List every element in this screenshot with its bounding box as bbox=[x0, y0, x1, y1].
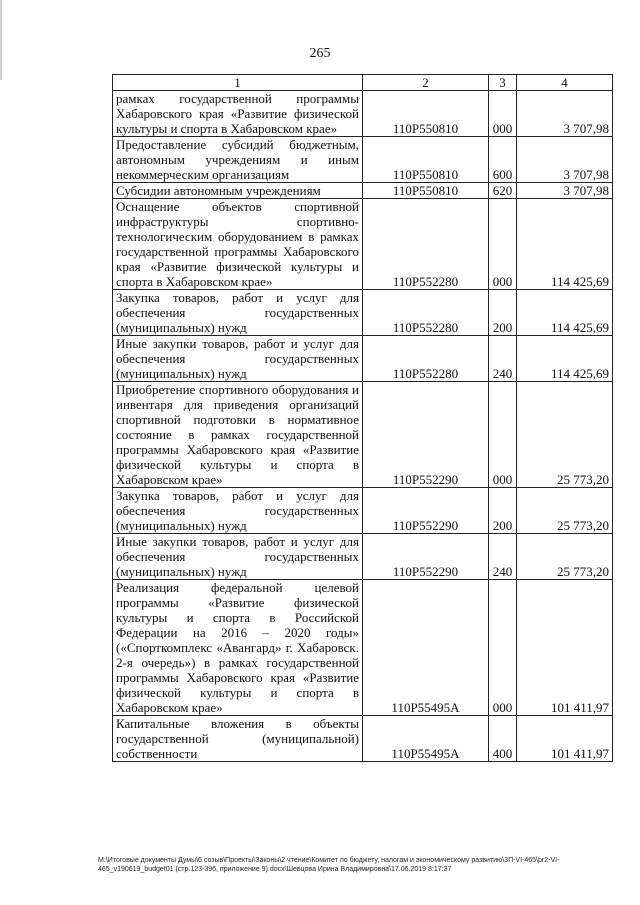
row-item-name: Иные закупки товаров, работ и услуг для обеспечения государственных (муниципальных) нужд bbox=[113, 534, 363, 580]
header-col-1: 1 bbox=[113, 75, 363, 91]
row-expense-type: 200 bbox=[489, 488, 517, 534]
row-expense-type: 000 bbox=[489, 91, 517, 137]
table-row bbox=[113, 534, 613, 580]
row-item-name: рамках государственной программы Хабаровского края «Развитие физической культуры и спорта в Хабаровском крае» bbox=[113, 91, 363, 137]
row-item-name: Закупка товаров, работ и услуг для обеспечения государственных (муниципальных) нужд bbox=[113, 290, 363, 336]
header-col-3: 3 bbox=[489, 75, 517, 91]
row-item-name: Предоставление субсидий бюджетным, автономным учреждениям и иным некоммерческим организациям bbox=[113, 137, 363, 183]
table-row bbox=[113, 716, 613, 762]
row-expense-type: 000 bbox=[489, 382, 517, 488]
page-number: 265 bbox=[309, 46, 331, 61]
row-expense-type: 240 bbox=[489, 534, 517, 580]
table-row bbox=[113, 382, 613, 488]
row-item-name: Оснащение объектов спортивной инфраструктуры спортивно-технологическим оборудованием в рамках государственной программы Хабаровского края «Развитие физической культуры и спорта в Хабаровском крае» bbox=[113, 199, 363, 290]
row-target-code: 110P552280 bbox=[363, 290, 489, 336]
table-row bbox=[113, 580, 613, 716]
row-amount: 114 425,69 bbox=[517, 336, 613, 382]
row-target-code: 110P552290 bbox=[363, 488, 489, 534]
row-item-name: Капитальные вложения в объекты государственной (муниципальной) собственности bbox=[113, 716, 363, 762]
row-target-code: 110P550810 bbox=[363, 91, 489, 137]
row-expense-type: 620 bbox=[489, 183, 517, 199]
row-amount: 25 773,20 bbox=[517, 488, 613, 534]
row-item-name: Приобретение спортивного оборудования и инвентаря для приведения организаций спортивной подготовки в нормативное состояние в рамках государственной программы Хабаровского края «Развитие физической культуры и спорта в Хабаровском крае» bbox=[113, 382, 363, 488]
table-row bbox=[113, 91, 613, 137]
row-expense-type: 000 bbox=[489, 580, 517, 716]
row-item-name: Субсидии автономным учреждениям bbox=[113, 183, 363, 199]
row-amount: 3 707,98 bbox=[517, 91, 613, 137]
row-target-code: 110P55495A bbox=[363, 580, 489, 716]
row-target-code: 110P550810 bbox=[363, 183, 489, 199]
budget-table bbox=[112, 74, 613, 762]
table-row bbox=[113, 183, 613, 199]
row-amount: 114 425,69 bbox=[517, 199, 613, 290]
row-target-code: 110P552280 bbox=[363, 336, 489, 382]
row-target-code: 110P550810 bbox=[363, 137, 489, 183]
table-row bbox=[113, 137, 613, 183]
row-amount: 101 411,97 bbox=[517, 716, 613, 762]
row-amount: 3 707,98 bbox=[517, 183, 613, 199]
document-footer-path: M:\Итоговые документы Думы\6 созыв\Проекты\Законы\2 чтение\Комитет по бюджету, налогам и экономическому развитию\3П-VI-465\pr2-VI-465_v190619_budget01 (стр.123-396, приложение 9).docx\Шевцова Ирина Владимировна\17.06.2019 8:17:37 bbox=[98, 857, 560, 873]
row-amount: 3 707,98 bbox=[517, 137, 613, 183]
row-amount: 25 773,20 bbox=[517, 382, 613, 488]
row-target-code: 110P552290 bbox=[363, 382, 489, 488]
row-target-code: 110P552290 bbox=[363, 534, 489, 580]
row-item-name: Реализация федеральной целевой программы «Развитие физической культуры и спорта в Российской Федерации на 2016 – 2020 годы» («Спорткомплекс «Авангард» г. Хабаровск. 2-я очередь») в рамках государственной программы Хабаровского края «Развитие физической культуры и спорта в Хабаровском крае» bbox=[113, 580, 363, 716]
row-expense-type: 400 bbox=[489, 716, 517, 762]
scan-margin-mark bbox=[0, 0, 2, 80]
table-header-row bbox=[113, 75, 613, 91]
row-amount: 101 411,97 bbox=[517, 580, 613, 716]
header-col-4: 4 bbox=[517, 75, 613, 91]
row-item-name: Закупка товаров, работ и услуг для обеспечения государственных (муниципальных) нужд bbox=[113, 488, 363, 534]
table-row bbox=[113, 488, 613, 534]
row-expense-type: 200 bbox=[489, 290, 517, 336]
table-row bbox=[113, 199, 613, 290]
row-target-code: 110P55495A bbox=[363, 716, 489, 762]
table-row bbox=[113, 290, 613, 336]
row-expense-type: 000 bbox=[489, 199, 517, 290]
row-expense-type: 240 bbox=[489, 336, 517, 382]
table-row bbox=[113, 336, 613, 382]
row-amount: 114 425,69 bbox=[517, 290, 613, 336]
header-col-2: 2 bbox=[363, 75, 489, 91]
row-amount: 25 773,20 bbox=[517, 534, 613, 580]
row-item-name: Иные закупки товаров, работ и услуг для обеспечения государственных (муниципальных) нужд bbox=[113, 336, 363, 382]
row-target-code: 110P552280 bbox=[363, 199, 489, 290]
row-expense-type: 600 bbox=[489, 137, 517, 183]
